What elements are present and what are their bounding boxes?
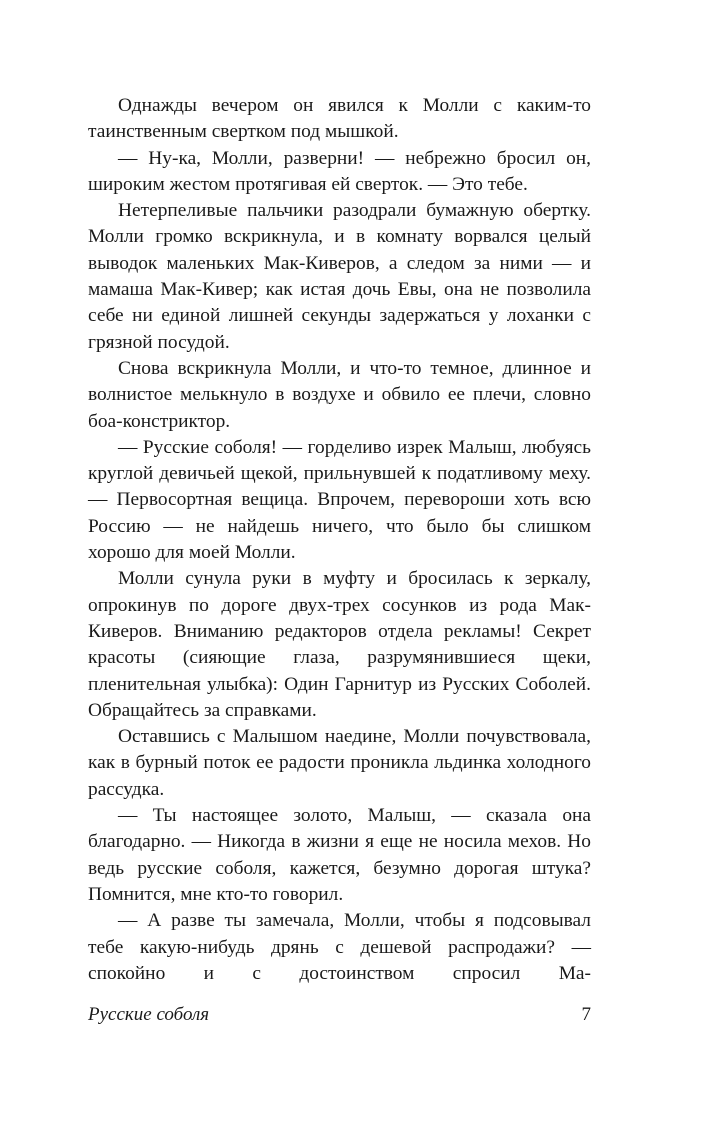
paragraph: — Русские соболя! — горделиво изрек Малыш, любуясь круглой девичьей щекой, прильнувшей к податливому меху. — Первосортная вещица. Впрочем, переворoши хоть всю Россию — не найдешь ничего, что было бы слишком хорошо для моей Молли.	[88, 436, 591, 564]
page-footer	[88, 1001, 591, 1029]
paragraph: — Ты настоящее золото, Малыш, — сказала она благодарно. — Никогда в жизни я еще не носила мехов. Но ведь русские соболя, кажется, безумно дорогая штука? Помнится, мне кто-то говорил.	[88, 805, 591, 905]
paragraph: Оставшись с Малышом наедине, Молли почувствовала, как в бурный поток ее радости проникла льдинка холодного рассудка.	[88, 726, 591, 800]
paragraph: Снова вскрикнула Молли, и что-то темное, длинное и волнистое мелькнуло в воздухе и обвило ее плечи, словно боа-констриктор.	[88, 357, 591, 432]
main-text	[88, 93, 591, 987]
page-number: 7	[581, 1004, 591, 1025]
paragraph: Однажды вечером он явился к Молли с каким-то таинственным свертком под мышкой.	[88, 95, 591, 143]
running-title: Русские соболя	[88, 1004, 210, 1025]
paragraph: Молли сунула руки в муфту и бросилась к зеркалу, опрокинув по дороге двух-трех сосунков из рода Мак-Киверов. Вниманию редакторов отдела рекламы! Секрет красоты (сияющие глаза, разрумянившиеся щеки, пленительная улыбка): Один Гарнитур из Русских Соболей. Обращайтесь за справками.	[88, 568, 591, 721]
paragraph: Нетерпеливые пальчики разодрали бумажную обертку. Молли громко вскрикнула, и в комнату ворвался целый выводок маленьких Мак-Киверов, а следом за ними — и мамаша Мак-Кивер; как истая дочь Евы, она не позволила себе ни единой лишней секунды задержаться у лоханки с грязной посудой.	[88, 200, 591, 353]
paragraph: — Ну-ка, Молли, разверни! — небрежно бросил он, широким жестом протягивая ей сверток. — Это тебе.	[88, 147, 591, 195]
paragraph: — А разве ты замечала, Молли, чтобы я подсовывал тебе какую-нибудь дрянь с дешевой распродажи? — спокойно и с достоинством спросил Ма-	[88, 910, 591, 984]
